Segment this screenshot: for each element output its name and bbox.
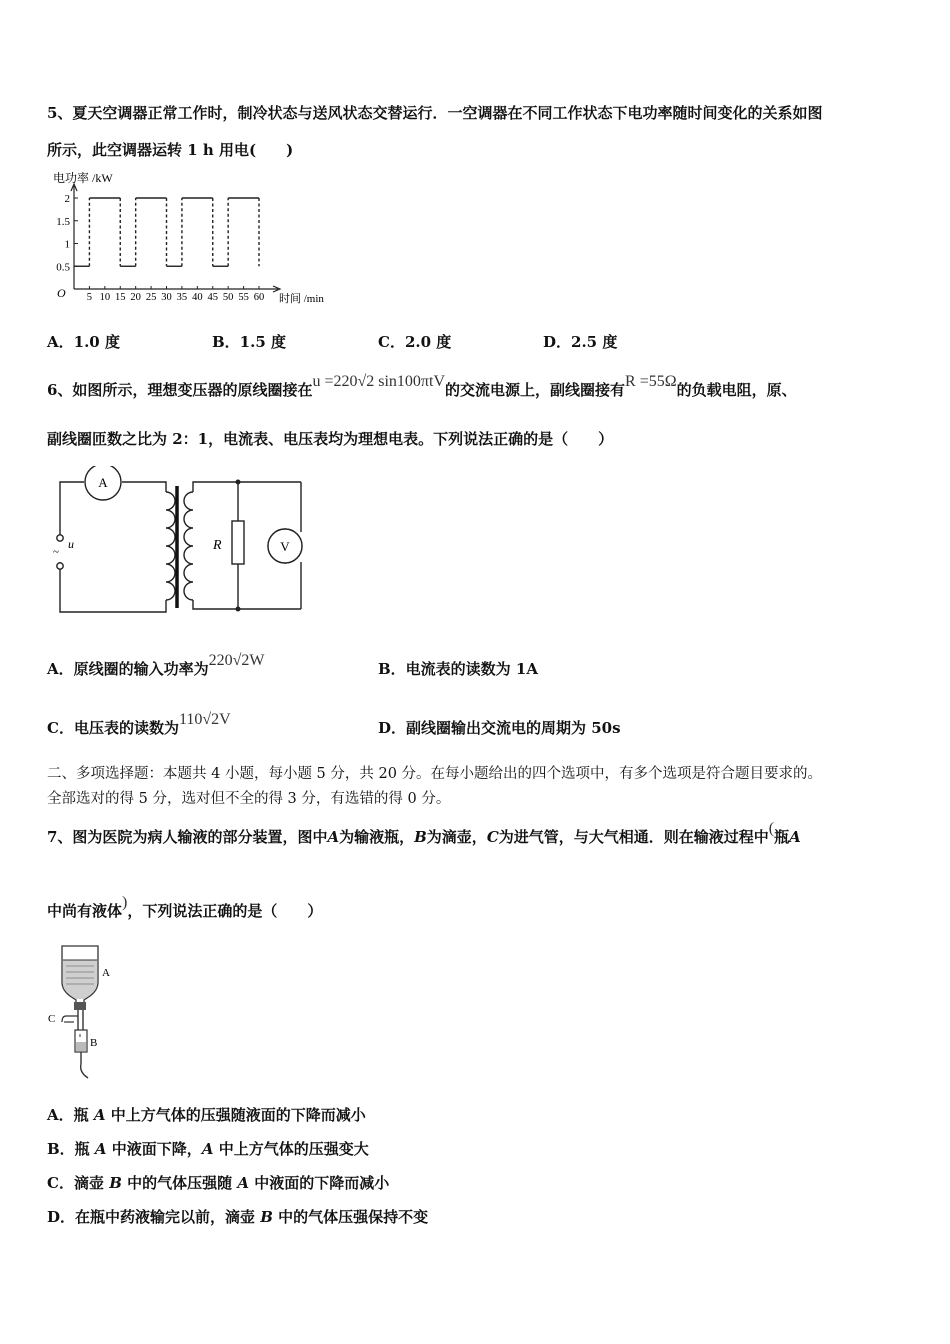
ammeter-label: A — [98, 475, 108, 490]
q7-opt-d-var: B — [260, 1208, 273, 1226]
y-tick-label: 2 — [64, 193, 70, 205]
q7-var-a: A — [327, 828, 340, 846]
x-tick-label: 35 — [176, 292, 188, 303]
q6-resistance-formula: R =55Ω — [625, 373, 677, 390]
x-tick-label: 15 — [115, 292, 126, 303]
q7-opt-a-var: A — [93, 1106, 106, 1124]
q7-opt-a-2: 中上方气体的压强随液面的下降而减小 — [110, 1106, 366, 1124]
x-tick-label: 30 — [161, 292, 172, 303]
terminal-top — [57, 535, 63, 541]
chart-xlabel: 时间 /min — [279, 293, 324, 305]
label-b: B — [90, 1037, 98, 1049]
chart-layer — [56, 184, 280, 303]
x-tick-label: 5 — [86, 292, 93, 303]
y-tick-label: 1 — [64, 238, 70, 251]
section2-header-line2: 全部选对的得 5 分，选对但不全的得 3 分，有选错的得 0 分。 — [47, 791, 451, 807]
q7-var-b: B — [414, 828, 427, 846]
q7-stem-line2 — [47, 894, 323, 922]
q6-text-post: 的负载电阻，原、 — [676, 381, 797, 399]
resistor-label: R — [213, 538, 222, 553]
q5-option-a: A．1.0 度 — [47, 333, 120, 351]
label-c: C — [48, 1013, 56, 1025]
q5-option-c: C．2.0 度 — [378, 333, 452, 351]
q5-option-b: B．1.5 度 — [212, 333, 286, 351]
q7-iv-drip-figure — [44, 942, 124, 1082]
q7-opt-b-var1: A — [94, 1140, 107, 1158]
q6-option-c-math: 110√2V — [178, 711, 231, 728]
x-tick-label: 55 — [238, 292, 249, 303]
x-tick-label: 50 — [222, 292, 234, 303]
q7-option-a — [47, 1105, 366, 1125]
q7-opt-b-3: 中上方气体的压强变大 — [218, 1140, 369, 1158]
q6-text-pre: 6、如图所示，理想变压器的原线圈接在 — [47, 381, 313, 399]
q7-text-1: 7、图为医院为病人输液的部分装置，图中 — [47, 828, 328, 846]
q7-paren-close: ) — [122, 894, 128, 911]
q7-opt-a-1: A．瓶 — [47, 1106, 89, 1124]
x-tick-label: 40 — [192, 292, 203, 303]
x-tick-label: 60 — [253, 292, 265, 303]
x-tick-label: 20 — [130, 292, 141, 303]
source-symbol: ~ — [53, 546, 59, 558]
q7-opt-b-1: B．瓶 — [47, 1140, 90, 1158]
q5-option-d: D．2.5 度 — [543, 333, 618, 351]
q6-text-mid: 的交流电源上，副线圈接有 — [445, 381, 626, 399]
q7-text-5: 瓶 — [774, 828, 790, 846]
q7-var-a-2: A — [789, 828, 801, 846]
q7-text-3: 为滴壶， — [426, 828, 487, 846]
q6-stem-line1 — [47, 373, 797, 401]
resistor — [232, 521, 244, 564]
q7-opt-c-2: 中的气体压强随 — [127, 1174, 233, 1192]
q7-text-6: 中尚有液体 — [47, 902, 123, 920]
q6-voltage-formula: u =220√2 sin100πtV — [312, 373, 446, 390]
q6-option-b: B．电流表的读数为 1A — [378, 660, 538, 678]
q7-text-7: ，下列说法正确的是（ ） — [127, 902, 323, 920]
label-a: A — [102, 967, 110, 979]
x-tick-label: 45 — [207, 292, 218, 303]
q7-option-d — [47, 1207, 428, 1227]
q7-stem-line1 — [47, 820, 801, 848]
q7-text-4: 为进气管，与大气相通．则在输液过程中 — [498, 828, 769, 846]
q5-stem-line2: 所示，此空调器运转 1 h 用电( ) — [47, 141, 294, 159]
chart-origin: O — [57, 286, 66, 300]
q6-option-a — [47, 652, 265, 680]
q7-opt-d-1: D．在瓶中药液输完以前，滴壶 — [47, 1208, 256, 1226]
q7-text-2: 为输液瓶， — [339, 828, 415, 846]
chart-ylabel: 电功率 /kW — [53, 171, 113, 185]
q6-option-a-text: A．原线圈的输入功率为 — [47, 660, 209, 678]
y-tick-label: 1.5 — [56, 215, 70, 228]
q5-power-chart — [40, 168, 330, 310]
q7-paren-open: ( — [768, 820, 775, 837]
q6-option-c — [47, 711, 231, 739]
q7-var-c: C — [486, 828, 499, 846]
q7-opt-c-1: C．滴壶 — [47, 1174, 104, 1192]
q7-opt-c-var2: A — [237, 1174, 249, 1192]
q7-opt-c-3: 中液面的下降而减小 — [254, 1174, 390, 1192]
x-tick-label: 25 — [145, 292, 157, 303]
q7-opt-d-2: 中的气体压强保持不变 — [278, 1208, 429, 1226]
y-tick-label: 0.5 — [56, 261, 70, 274]
q6-option-c-text: C．电压表的读数为 — [47, 719, 179, 737]
q7-option-b — [47, 1139, 369, 1159]
x-tick-label: 10 — [99, 292, 111, 303]
source-label: u — [68, 537, 74, 551]
terminal-bottom — [57, 563, 63, 569]
section2-header-line1: 二、多项选择题：本题共 4 小题，每小题 5 分，共 20 分。在每小题给出的四个选项中，有多个选项是符合题目要求的。 — [47, 766, 823, 782]
q6-stem-line2: 副线圈匝数之比为 2：1，电流表、电压表均为理想电表。下列说法正确的是（ ） — [47, 430, 614, 448]
q6-option-d: D．副线圈输出交流电的周期为 50s — [378, 719, 621, 737]
q7-opt-c-var1: B — [109, 1174, 122, 1192]
q6-transformer-circuit — [48, 466, 318, 618]
q7-option-c — [47, 1173, 389, 1193]
q7-opt-b-2: 中液面下降， — [111, 1140, 202, 1158]
q7-opt-b-var2: A — [201, 1140, 214, 1158]
q5-stem-line1: 5、夏天空调器正常工作时，制冷状态与送风状态交替运行．一空调器在不同工作状态下电功率随时间变化的关系如图 — [47, 104, 823, 122]
q6-option-a-math: 220√2W — [208, 652, 265, 669]
voltmeter-label: V — [280, 539, 290, 554]
